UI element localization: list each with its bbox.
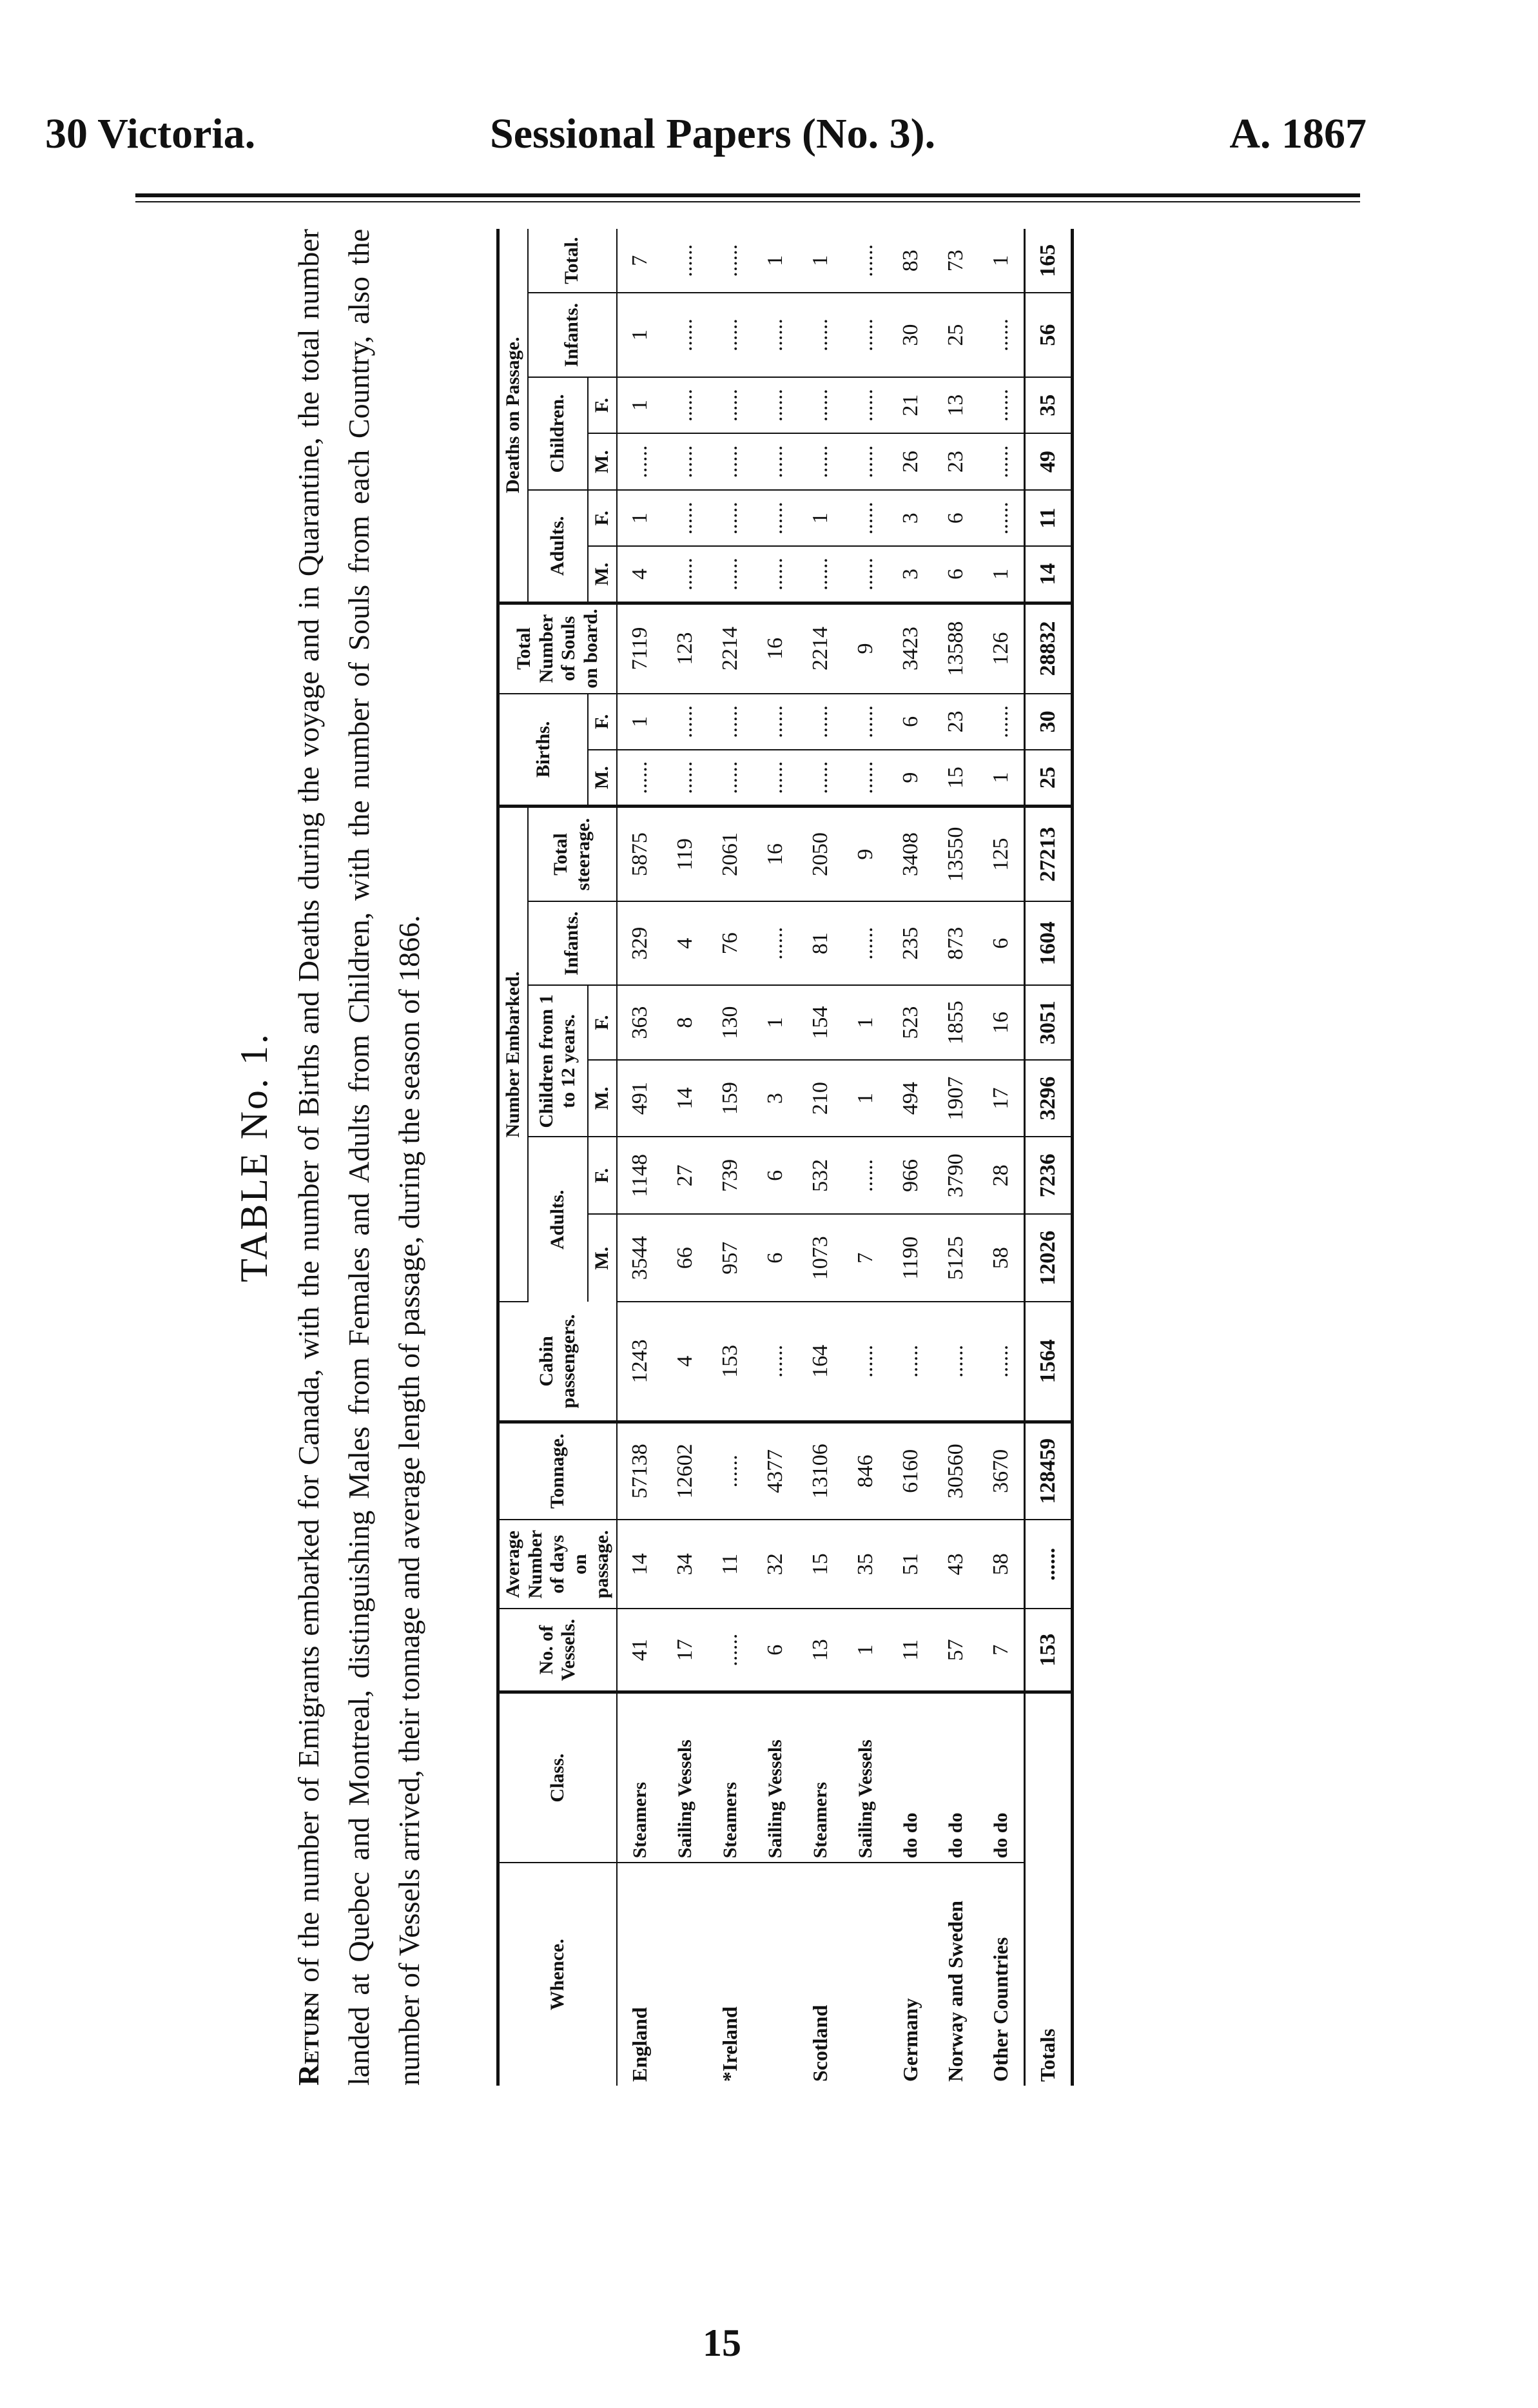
cell-total-souls: 123 — [663, 603, 708, 694]
cell-deaths-adults-f: ...... — [708, 490, 753, 547]
cell-vessels: 13 — [798, 1609, 843, 1692]
cell-cabin: ...... — [978, 1302, 1025, 1422]
cell-infants: 329 — [617, 901, 663, 985]
table-row — [933, 229, 978, 2086]
cell-adults-m: 58 — [978, 1214, 1025, 1302]
cell-tonnage: 12602 — [663, 1422, 708, 1520]
cell-vessels: 6 — [753, 1609, 798, 1692]
cell-births-m: ...... — [798, 750, 843, 807]
cell-infants: 81 — [798, 901, 843, 985]
total-days: ...... — [1024, 1520, 1072, 1609]
cell-adults-m: 3544 — [617, 1214, 663, 1302]
cell-total-steerage: 119 — [663, 807, 708, 901]
cell-deaths-infants: 30 — [888, 293, 933, 377]
cell-tonnage: 846 — [843, 1422, 888, 1520]
cell-deaths-children-f: 21 — [888, 377, 933, 434]
col-children: Children from 1 to 12 years. — [528, 985, 589, 1137]
emigrants-table — [496, 229, 1074, 2086]
cell-vessels: 7 — [978, 1609, 1025, 1692]
cell-adults-m: 6 — [753, 1214, 798, 1302]
cell-deaths-children-m: ...... — [798, 433, 843, 490]
cell-infants: 76 — [708, 901, 753, 985]
cell-tonnage: 4377 — [753, 1422, 798, 1520]
cell-deaths-children-m: 23 — [933, 433, 978, 490]
cell-deaths-adults-m: ...... — [798, 546, 843, 603]
cell-births-m: ...... — [708, 750, 753, 807]
cell-children-f: 363 — [617, 985, 663, 1059]
total-adults-m: 12026 — [1024, 1214, 1072, 1302]
cell-deaths-infants: ...... — [798, 293, 843, 377]
cell-days: 34 — [663, 1520, 708, 1609]
cell-tonnage: 13106 — [798, 1422, 843, 1520]
cell-deaths-adults-m: 4 — [617, 546, 663, 603]
table-row — [617, 229, 663, 2086]
cell-deaths-infants: ...... — [663, 293, 708, 377]
col-deaths-children: Children. — [528, 377, 589, 490]
cell-children-f: 523 — [888, 985, 933, 1059]
cell-total-souls: 16 — [753, 603, 798, 694]
col-deaths-adults: Adults. — [528, 490, 589, 603]
cell-adults-f: 966 — [888, 1137, 933, 1214]
cell-births-f: ...... — [708, 694, 753, 750]
cell-births-f: ...... — [753, 694, 798, 750]
cell-deaths-children-f: ...... — [708, 377, 753, 434]
cell-births-f: ...... — [798, 694, 843, 750]
cell-total-steerage: 5875 — [617, 807, 663, 901]
cell-total-souls: 2214 — [708, 603, 753, 694]
cell-children-m: 491 — [617, 1060, 663, 1137]
row-whence — [753, 1863, 798, 2086]
cell-total-steerage: 13550 — [933, 807, 978, 901]
col-deaths-children-f: F. — [588, 377, 617, 434]
cell-births-f: ...... — [978, 694, 1025, 750]
cell-deaths-adults-f: ...... — [663, 490, 708, 547]
col-births: Births. — [498, 694, 589, 807]
total-steerage: 27213 — [1024, 807, 1072, 901]
cell-tonnage: 6160 — [888, 1422, 933, 1520]
cell-cabin: ...... — [888, 1302, 933, 1422]
cell-adults-f: 3790 — [933, 1137, 978, 1214]
row-whence — [663, 1863, 708, 2086]
totals-row — [1024, 229, 1072, 2086]
caption-label: Return — [292, 1992, 325, 2086]
cell-deaths-total: 7 — [617, 229, 663, 293]
col-births-m: M. — [588, 750, 617, 807]
cell-births-m: 1 — [978, 750, 1025, 807]
total-vessels: 153 — [1024, 1609, 1072, 1692]
col-vessels: No. of Vessels. — [498, 1609, 617, 1692]
cell-adults-m: 66 — [663, 1214, 708, 1302]
cell-children-f: 8 — [663, 985, 708, 1059]
cell-deaths-adults-m: ...... — [708, 546, 753, 603]
col-cabin: Cabin passengers. — [498, 1302, 617, 1422]
row-whence — [843, 1863, 888, 2086]
total-deaths-children-f: 35 — [1024, 377, 1072, 434]
cell-births-m: 9 — [888, 750, 933, 807]
cell-infants: 6 — [978, 901, 1025, 985]
cell-total-steerage: 3408 — [888, 807, 933, 901]
cell-vessels: 11 — [888, 1609, 933, 1692]
cell-tonnage: 3670 — [978, 1422, 1025, 1520]
cell-children-f: 16 — [978, 985, 1025, 1059]
col-avg-days: Average Number of days on passage. — [498, 1520, 617, 1609]
cell-births-f: 23 — [933, 694, 978, 750]
cell-cabin: 1243 — [617, 1302, 663, 1422]
cell-deaths-children-f: ...... — [753, 377, 798, 434]
cell-deaths-infants: 25 — [933, 293, 978, 377]
cell-infants: ...... — [753, 901, 798, 985]
col-total-steerage: Total steerage. — [528, 807, 617, 901]
total-deaths-infants: 56 — [1024, 293, 1072, 377]
table-caption — [284, 229, 434, 2086]
col-number-embarked: Number Embarked. — [498, 807, 528, 1302]
cell-deaths-adults-m: 3 — [888, 546, 933, 603]
total-cabin: 1564 — [1024, 1302, 1072, 1422]
col-deaths: Deaths on Passage. — [498, 229, 528, 603]
cell-deaths-total: 1 — [753, 229, 798, 293]
cell-deaths-children-f: 13 — [933, 377, 978, 434]
cell-deaths-total: ...... — [708, 229, 753, 293]
total-tonnage: 128459 — [1024, 1422, 1072, 1520]
cell-children-m: 494 — [888, 1060, 933, 1137]
row-whence: Germany — [899, 1998, 922, 2082]
table-row — [798, 229, 843, 2086]
cell-total-steerage: 2050 — [798, 807, 843, 901]
cell-infants: 873 — [933, 901, 978, 985]
cell-deaths-infants: ...... — [708, 293, 753, 377]
cell-births-f: 1 — [617, 694, 663, 750]
cell-children-f: 1 — [843, 985, 888, 1059]
page-header — [45, 110, 1367, 181]
cell-adults-m: 1073 — [798, 1214, 843, 1302]
cell-total-steerage: 16 — [753, 807, 798, 901]
cell-days: 32 — [753, 1520, 798, 1609]
cell-adults-m: 1190 — [888, 1214, 933, 1302]
cell-adults-f: 6 — [753, 1137, 798, 1214]
cell-births-m: ...... — [753, 750, 798, 807]
cell-children-m: 1907 — [933, 1060, 978, 1137]
total-souls: 28832 — [1024, 603, 1072, 694]
cell-adults-m: 7 — [843, 1214, 888, 1302]
cell-children-f: 154 — [798, 985, 843, 1059]
page-number: 15 — [703, 2322, 741, 2364]
cell-deaths-adults-m: 1 — [978, 546, 1025, 603]
col-infants: Infants. — [528, 901, 617, 985]
header-left: 30 Victoria. — [45, 110, 256, 157]
row-class: Sailing Vessels — [843, 1692, 888, 1863]
cell-days: 14 — [617, 1520, 663, 1609]
cell-total-souls: 9 — [843, 603, 888, 694]
total-children-f: 3051 — [1024, 985, 1072, 1059]
cell-births-f: ...... — [843, 694, 888, 750]
col-total-souls: Total Number of Souls on board. — [498, 603, 617, 694]
cell-cabin: 4 — [663, 1302, 708, 1422]
caption-text: of the number of Emigrants embarked for Canada, with the number of Births and Deaths during the voyage and in Quarantine, the total number landed at Quebec and Montreal, distinguishing Males from Females and Adults from Children, with the number of Souls from each Country, also the number of Vessels arrived, their tonnage and average length of passage, during the season of 1866. — [292, 229, 425, 2086]
cell-deaths-total: ...... — [843, 229, 888, 293]
cell-children-m: 3 — [753, 1060, 798, 1137]
cell-days: 15 — [798, 1520, 843, 1609]
cell-vessels: 41 — [617, 1609, 663, 1692]
col-children-m: M. — [588, 1060, 617, 1137]
col-births-f: F. — [588, 694, 617, 750]
cell-vessels: 57 — [933, 1609, 978, 1692]
total-adults-f: 7236 — [1024, 1137, 1072, 1214]
cell-births-m: 15 — [933, 750, 978, 807]
cell-adults-f: 532 — [798, 1137, 843, 1214]
col-deaths-adults-f: F. — [588, 490, 617, 547]
col-deaths-infants: Infants. — [528, 293, 617, 377]
table-row — [843, 229, 888, 2086]
cell-children-m: 17 — [978, 1060, 1025, 1137]
table-row — [978, 229, 1025, 2086]
cell-cabin: ...... — [933, 1302, 978, 1422]
cell-deaths-infants: 1 — [617, 293, 663, 377]
cell-deaths-infants: ...... — [753, 293, 798, 377]
cell-children-m: 14 — [663, 1060, 708, 1137]
total-deaths-adults-f: 11 — [1024, 490, 1072, 547]
table-row — [753, 229, 798, 2086]
row-whence: Scotland — [808, 2004, 832, 2082]
cell-deaths-adults-f: ...... — [978, 490, 1025, 547]
cell-deaths-children-m: 26 — [888, 433, 933, 490]
cell-adults-f: 1148 — [617, 1137, 663, 1214]
cell-days: 35 — [843, 1520, 888, 1609]
cell-deaths-total: 73 — [933, 229, 978, 293]
header-center: Sessional Papers (No. 3). — [490, 110, 936, 157]
cell-children-m: 159 — [708, 1060, 753, 1137]
cell-tonnage: 57138 — [617, 1422, 663, 1520]
cell-children-m: 1 — [843, 1060, 888, 1137]
cell-children-f: 1855 — [933, 985, 978, 1059]
cell-adults-f: ...... — [843, 1137, 888, 1214]
cell-deaths-children-f: ...... — [798, 377, 843, 434]
cell-deaths-adults-f: 1 — [798, 490, 843, 547]
cell-deaths-adults-f: 3 — [888, 490, 933, 547]
cell-deaths-adults-f: ...... — [843, 490, 888, 547]
row-class: Sailing Vessels — [753, 1692, 798, 1863]
col-deaths-children-m: M. — [588, 433, 617, 490]
cell-deaths-adults-m: ...... — [843, 546, 888, 603]
cell-total-steerage: 2061 — [708, 807, 753, 901]
rotated-table-page — [135, 229, 1334, 2086]
table-row — [708, 229, 753, 2086]
row-whence: Other Countries — [989, 1937, 1012, 2082]
cell-deaths-adults-f: 1 — [617, 490, 663, 547]
cell-deaths-children-f: ...... — [663, 377, 708, 434]
cell-tonnage: 30560 — [933, 1422, 978, 1520]
row-class: Steamers — [617, 1692, 663, 1863]
cell-days: 58 — [978, 1520, 1025, 1609]
cell-children-m: 210 — [798, 1060, 843, 1137]
cell-children-f: 1 — [753, 985, 798, 1059]
cell-adults-m: 957 — [708, 1214, 753, 1302]
totals-label: Totals — [1024, 1692, 1072, 2086]
table-row — [888, 229, 933, 2086]
cell-deaths-children-m: ...... — [617, 433, 663, 490]
cell-births-m: ...... — [663, 750, 708, 807]
row-class: do do — [888, 1692, 933, 1863]
cell-deaths-adults-f: ...... — [753, 490, 798, 547]
cell-total-souls: 13588 — [933, 603, 978, 694]
cell-deaths-children-f: ...... — [843, 377, 888, 434]
cell-deaths-children-m: ...... — [708, 433, 753, 490]
cell-infants: 235 — [888, 901, 933, 985]
cell-deaths-children-f: 1 — [617, 377, 663, 434]
col-children-f: F. — [588, 985, 617, 1059]
cell-days: 11 — [708, 1520, 753, 1609]
total-deaths-children-m: 49 — [1024, 433, 1072, 490]
table-row — [663, 229, 708, 2086]
cell-cabin: 164 — [798, 1302, 843, 1422]
cell-deaths-children-m: ...... — [663, 433, 708, 490]
cell-total-souls: 3423 — [888, 603, 933, 694]
col-adults-m: M. — [588, 1214, 617, 1302]
row-class: Sailing Vessels — [663, 1692, 708, 1863]
cell-deaths-total: 1 — [798, 229, 843, 293]
cell-days: 51 — [888, 1520, 933, 1609]
cell-births-f: ...... — [663, 694, 708, 750]
col-adults-f: F. — [588, 1137, 617, 1214]
cell-total-souls: 2214 — [798, 603, 843, 694]
total-children-m: 3296 — [1024, 1060, 1072, 1137]
row-class: Steamers — [798, 1692, 843, 1863]
cell-deaths-total: 1 — [978, 229, 1025, 293]
cell-infants: 4 — [663, 901, 708, 985]
total-deaths-adults-m: 14 — [1024, 546, 1072, 603]
cell-vessels: 1 — [843, 1609, 888, 1692]
header-rule — [135, 193, 1360, 197]
cell-deaths-total: 83 — [888, 229, 933, 293]
cell-deaths-children-f: ...... — [978, 377, 1025, 434]
cell-total-souls: 126 — [978, 603, 1025, 694]
row-whence: *Ireland — [718, 2006, 741, 2082]
cell-adults-m: 5125 — [933, 1214, 978, 1302]
cell-adults-f: 739 — [708, 1137, 753, 1214]
col-class: Class. — [498, 1692, 617, 1863]
cell-infants: ...... — [843, 901, 888, 985]
col-whence: Whence. — [498, 1863, 617, 2086]
cell-tonnage: ...... — [708, 1422, 753, 1520]
cell-deaths-adults-m: ...... — [753, 546, 798, 603]
cell-births-f: 6 — [888, 694, 933, 750]
total-births-f: 30 — [1024, 694, 1072, 750]
row-whence: Norway and Sweden — [944, 1901, 967, 2082]
col-deaths-total: Total. — [528, 229, 617, 293]
table-title: TABLE No. 1. — [233, 1032, 275, 1282]
cell-total-steerage: 125 — [978, 807, 1025, 901]
cell-deaths-adults-f: 6 — [933, 490, 978, 547]
cell-adults-f: 28 — [978, 1137, 1025, 1214]
total-infants: 1604 — [1024, 901, 1072, 985]
cell-days: 43 — [933, 1520, 978, 1609]
header-rule-thin — [135, 201, 1360, 202]
cell-deaths-children-m: ...... — [843, 433, 888, 490]
cell-deaths-children-m: ...... — [753, 433, 798, 490]
cell-births-m: ...... — [617, 750, 663, 807]
cell-deaths-adults-m: 6 — [933, 546, 978, 603]
cell-deaths-children-m: ...... — [978, 433, 1025, 490]
cell-total-souls: 7119 — [617, 603, 663, 694]
col-adults: Adults. — [528, 1137, 589, 1302]
cell-deaths-infants: ...... — [978, 293, 1025, 377]
col-tonnage: Tonnage. — [498, 1422, 617, 1520]
row-class: do do — [933, 1692, 978, 1863]
cell-deaths-adults-m: ...... — [663, 546, 708, 603]
cell-births-m: ...... — [843, 750, 888, 807]
total-deaths-total: 165 — [1024, 229, 1072, 293]
cell-vessels: ...... — [708, 1609, 753, 1692]
total-births-m: 25 — [1024, 750, 1072, 807]
cell-total-steerage: 9 — [843, 807, 888, 901]
cell-cabin: 153 — [708, 1302, 753, 1422]
cell-deaths-total: ...... — [663, 229, 708, 293]
row-class: do do — [978, 1692, 1025, 1863]
cell-vessels: 17 — [663, 1609, 708, 1692]
row-whence: England — [628, 2007, 651, 2082]
cell-cabin: ...... — [843, 1302, 888, 1422]
col-deaths-adults-m: M. — [588, 546, 617, 603]
row-class: Steamers — [708, 1692, 753, 1863]
cell-adults-f: 27 — [663, 1137, 708, 1214]
header-right: A. 1867 — [1229, 110, 1367, 157]
cell-deaths-infants: ...... — [843, 293, 888, 377]
cell-children-f: 130 — [708, 985, 753, 1059]
cell-cabin: ...... — [753, 1302, 798, 1422]
